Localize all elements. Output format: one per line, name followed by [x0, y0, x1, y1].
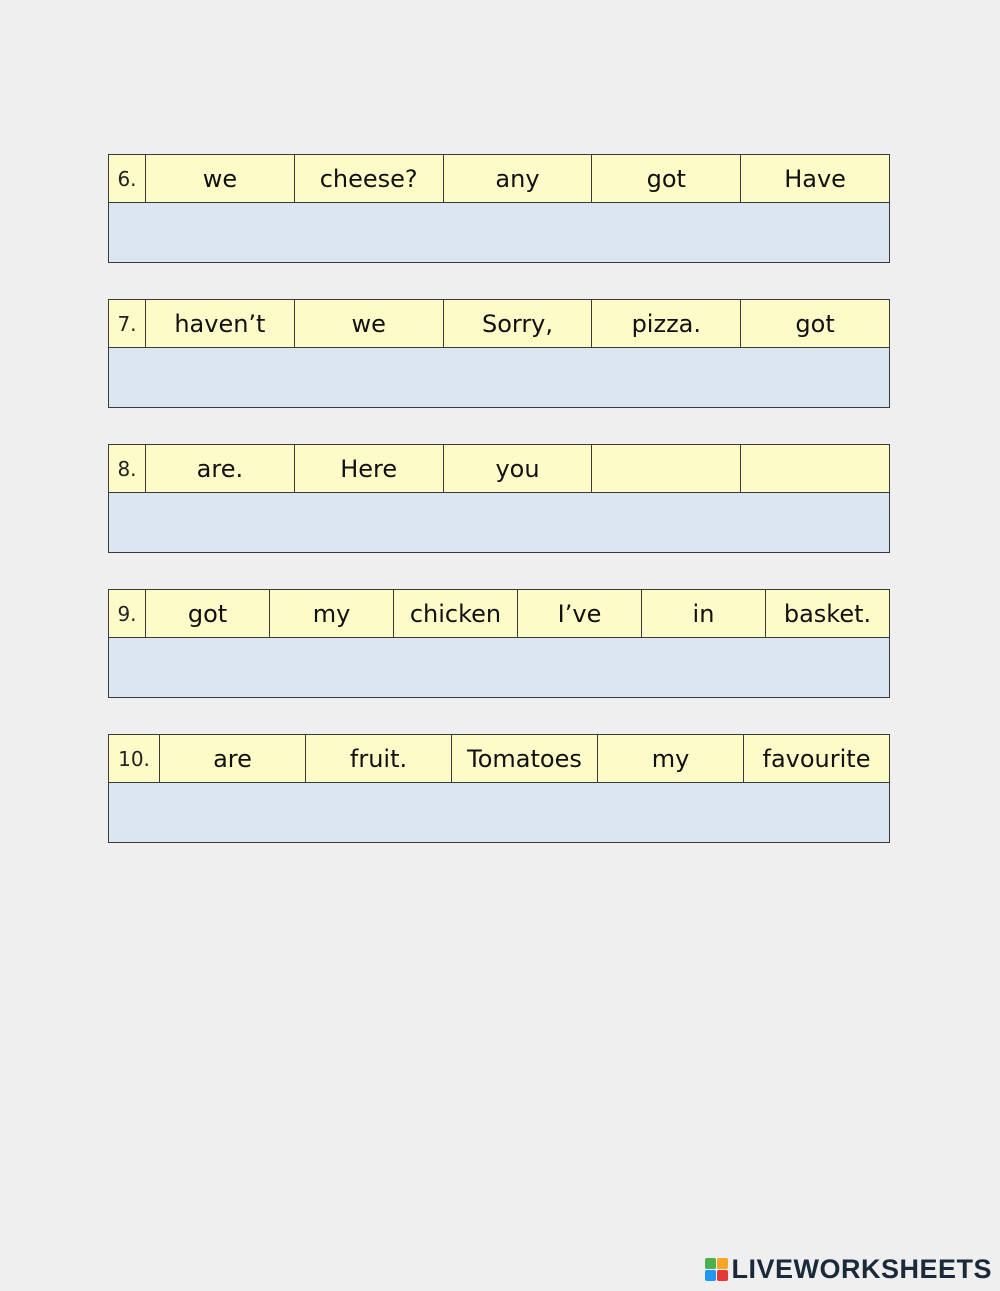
- answer-drop-zone[interactable]: [109, 638, 889, 697]
- exercise-6: [108, 154, 890, 263]
- word-row: [109, 590, 889, 638]
- word-tile[interactable]: Sorry,: [444, 300, 593, 347]
- word-tile[interactable]: my: [598, 735, 744, 782]
- word-tile[interactable]: fruit.: [306, 735, 452, 782]
- word-row: [109, 735, 889, 783]
- word-tile[interactable]: got: [795, 309, 835, 338]
- word-tile[interactable]: in: [642, 590, 766, 637]
- word-tile[interactable]: got: [146, 590, 270, 637]
- answer-drop-zone[interactable]: [109, 203, 889, 262]
- word-tile[interactable]: Here: [295, 445, 444, 492]
- exercise-number: 9.: [109, 590, 146, 637]
- liveworksheets-logo-icon: [705, 1258, 728, 1281]
- exercise-number: 10.: [109, 735, 160, 782]
- word-tile[interactable]: are.: [146, 445, 295, 492]
- word-tile[interactable]: Tomatoes: [452, 735, 598, 782]
- brand-text: LIVEWORKSHEETS: [731, 1254, 992, 1284]
- exercise-number: 6.: [109, 155, 146, 202]
- logo-square-red: [717, 1270, 728, 1281]
- word-row: [109, 155, 889, 203]
- logo-square-orange: [717, 1258, 728, 1269]
- word-tile[interactable]: my: [270, 590, 394, 637]
- answer-drop-zone[interactable]: [109, 493, 889, 552]
- exercise-10: [108, 734, 890, 843]
- empty-word-cell: [741, 445, 889, 492]
- liveworksheets-brand: [705, 1254, 992, 1285]
- word-tile[interactable]: are: [160, 735, 306, 782]
- word-row: [109, 300, 889, 348]
- word-tile[interactable]: you: [444, 445, 593, 492]
- exercise-number: 7.: [109, 300, 146, 347]
- word-tile[interactable]: pizza.: [592, 300, 741, 347]
- word-tile[interactable]: cheese?: [295, 155, 444, 202]
- exercise-7: [108, 299, 890, 408]
- word-tile[interactable]: I’ve: [518, 590, 642, 637]
- word-row: [109, 445, 889, 493]
- answer-drop-zone[interactable]: [109, 783, 889, 842]
- answer-drop-zone[interactable]: [109, 348, 889, 407]
- logo-square-green: [705, 1258, 716, 1269]
- exercise-number: 8.: [109, 445, 146, 492]
- word-tile[interactable]: haven’t: [146, 300, 295, 347]
- exercise-8: [108, 444, 890, 553]
- word-tile[interactable]: we: [295, 300, 444, 347]
- word-tile[interactable]: basket.: [783, 599, 872, 628]
- exercise-9: [108, 589, 890, 698]
- empty-word-cell: [592, 445, 741, 492]
- word-tile[interactable]: any: [444, 155, 593, 202]
- word-tile[interactable]: we: [146, 155, 295, 202]
- logo-square-blue: [705, 1270, 716, 1281]
- word-tile[interactable]: chicken: [394, 590, 518, 637]
- word-tile[interactable]: Have: [784, 164, 846, 193]
- word-tile[interactable]: favourite: [762, 744, 871, 773]
- word-tile[interactable]: got: [592, 155, 741, 202]
